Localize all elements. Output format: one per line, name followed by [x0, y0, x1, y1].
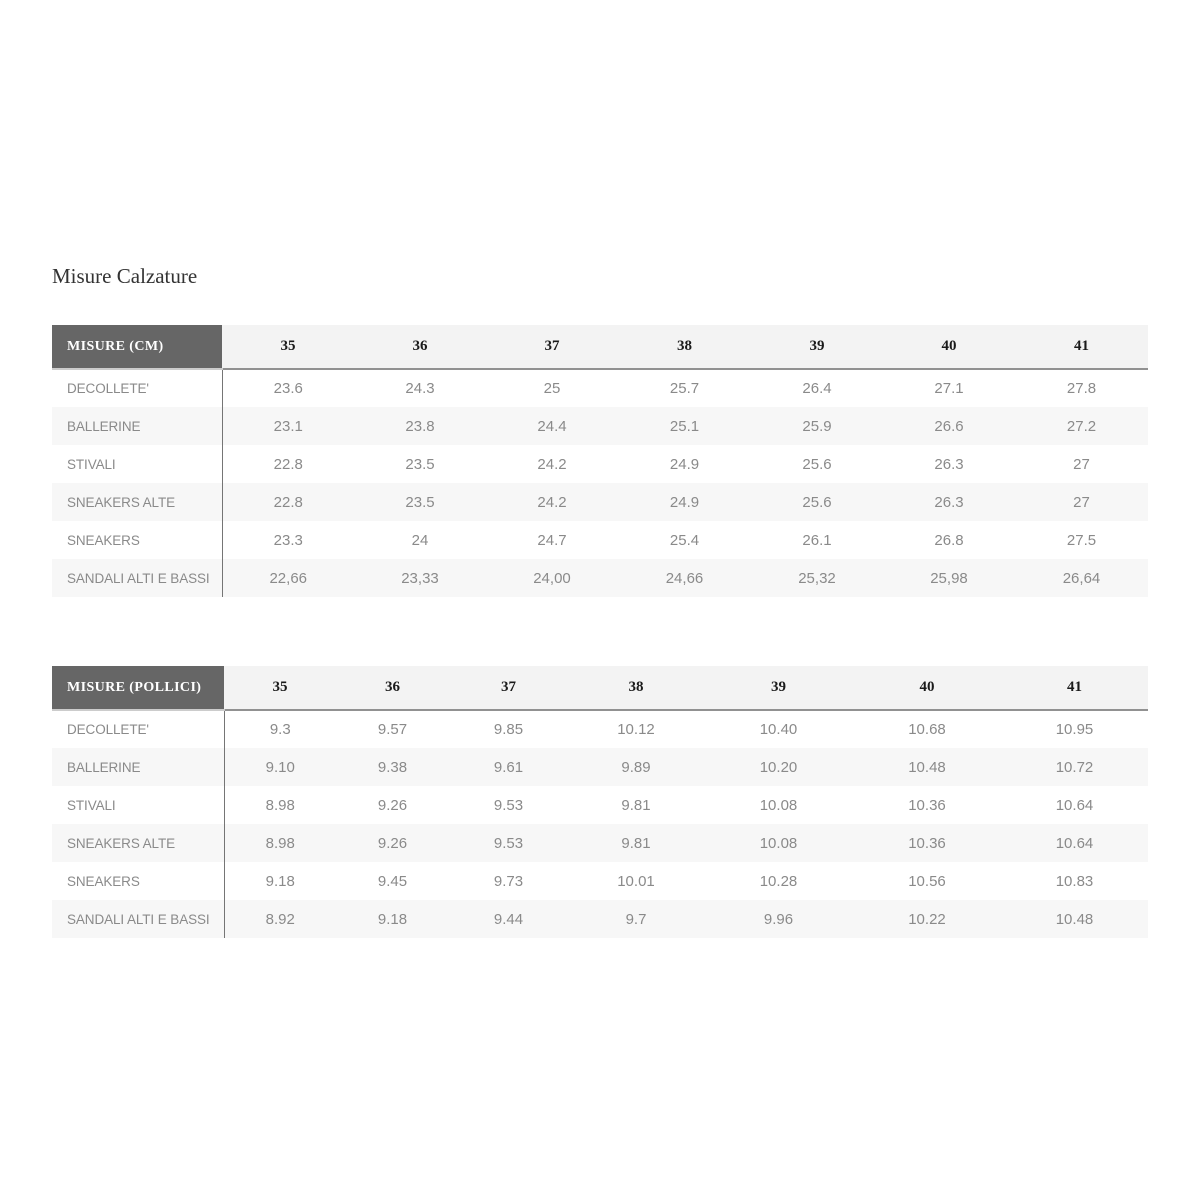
size-value-cell: 26.3 — [934, 455, 964, 473]
size-value-cell: 24,00 — [533, 569, 571, 587]
table-row — [52, 900, 1148, 938]
table-row — [52, 521, 1148, 559]
size-value-cell: 25.7 — [669, 380, 700, 397]
size-value-cell: 25.6 — [802, 493, 832, 511]
size-value-cell: 23.5 — [405, 455, 435, 473]
table-row — [52, 824, 1148, 862]
size-value-cell: 9.18 — [265, 872, 295, 890]
size-value-cell: 8.98 — [265, 834, 295, 852]
size-value-cell: 10.48 — [1055, 910, 1094, 928]
size-value-cell: 10.95 — [1055, 721, 1094, 738]
size-value-cell: 10.22 — [908, 910, 946, 928]
size-value-cell: 9.53 — [493, 796, 524, 814]
size-column-header: 39 — [704, 666, 853, 710]
row-label: SNEAKERS — [52, 521, 222, 559]
size-value-cell: 23.3 — [273, 531, 303, 549]
size-value-cell: 10.68 — [908, 721, 946, 738]
row-label: SNEAKERS ALTE — [52, 824, 224, 862]
size-column-header: 35 — [222, 325, 354, 369]
size-value-cell: 10.20 — [759, 758, 798, 776]
size-value-cell: 27.2 — [1066, 417, 1097, 435]
size-value-cell: 22,66 — [269, 569, 308, 587]
size-value-cell: 9.61 — [493, 758, 524, 776]
table-corner-header-cm: MISURE (CM) — [52, 325, 222, 369]
row-label: SANDALI ALTI E BASSI — [52, 559, 222, 597]
size-value-cell: 9.44 — [493, 910, 524, 928]
size-value-cell: 24,66 — [665, 569, 704, 587]
size-value-cell: 10.56 — [908, 872, 946, 890]
size-value-cell: 24.9 — [669, 455, 700, 473]
size-value-cell: 10.40 — [759, 721, 798, 738]
size-value-cell: 24.9 — [669, 493, 700, 511]
table-row — [52, 748, 1148, 786]
size-value-cell: 9.85 — [493, 721, 524, 738]
size-column-header: 37 — [486, 325, 618, 369]
table-row — [52, 445, 1148, 483]
size-value-cell: 25 — [543, 380, 561, 397]
size-value-cell: 25,98 — [930, 569, 968, 587]
size-value-cell: 9.89 — [621, 758, 651, 776]
size-value-cell: 23.8 — [405, 417, 435, 435]
size-value-cell: 27 — [1073, 455, 1090, 473]
size-value-cell: 27.8 — [1066, 380, 1097, 397]
row-label: DECOLLETE' — [52, 710, 224, 748]
size-value-cell: 9.53 — [493, 834, 524, 852]
size-column-header: 40 — [883, 325, 1015, 369]
table-row — [52, 710, 1148, 748]
size-value-cell: 9.96 — [763, 910, 794, 928]
size-value-cell: 10.01 — [617, 872, 655, 890]
size-value-cell: 25,32 — [798, 569, 836, 587]
size-value-cell: 9.3 — [269, 721, 291, 738]
size-value-cell: 23.5 — [405, 493, 435, 511]
size-value-cell: 9.26 — [377, 834, 408, 852]
size-column-header: 41 — [1001, 666, 1148, 710]
size-value-cell: 10.36 — [908, 796, 946, 814]
table-header-row — [52, 666, 1148, 710]
row-label: STIVALI — [52, 786, 224, 824]
size-table-cm — [52, 325, 1148, 597]
size-column-header: 39 — [751, 325, 883, 369]
size-column-header: 36 — [336, 666, 449, 710]
size-value-cell: 24.2 — [537, 493, 567, 511]
size-value-cell: 10.36 — [908, 834, 946, 852]
size-value-cell: 8.92 — [265, 910, 295, 928]
size-value-cell: 9.26 — [377, 796, 408, 814]
table-corner-header-pollici: MISURE (POLLICI) — [52, 666, 224, 710]
size-value-cell: 24.2 — [537, 455, 567, 473]
size-value-cell: 26.8 — [934, 531, 964, 549]
size-value-cell: 9.45 — [377, 872, 408, 890]
size-value-cell: 10.72 — [1055, 758, 1094, 776]
size-value-cell: 24.4 — [537, 417, 567, 435]
size-value-cell: 26.4 — [802, 380, 832, 397]
size-value-cell: 24.3 — [405, 380, 435, 397]
size-value-cell: 27.5 — [1066, 531, 1097, 549]
row-label: SNEAKERS ALTE — [52, 483, 222, 521]
size-value-cell: 10.64 — [1055, 796, 1094, 814]
size-value-cell: 27.1 — [934, 380, 964, 397]
size-table-pollici — [52, 666, 1148, 938]
size-value-cell: 22.8 — [273, 455, 303, 473]
size-value-cell: 23,33 — [401, 569, 439, 587]
size-value-cell: 26.3 — [934, 493, 964, 511]
size-value-cell: 22.8 — [273, 493, 303, 511]
size-value-cell: 25.4 — [669, 531, 700, 549]
size-value-cell: 10.28 — [759, 872, 798, 890]
size-value-cell: 25.6 — [802, 455, 832, 473]
size-value-cell: 9.7 — [625, 910, 647, 928]
size-table-cm-body — [52, 369, 1148, 597]
size-value-cell: 10.83 — [1055, 872, 1094, 890]
size-column-header: 36 — [354, 325, 486, 369]
size-value-cell: 9.10 — [265, 758, 295, 776]
table-row — [52, 369, 1148, 407]
size-table-pollici-body — [52, 710, 1148, 938]
size-value-cell: 25.1 — [669, 417, 700, 435]
table-header-row — [52, 325, 1148, 369]
size-value-cell: 24 — [411, 531, 429, 549]
size-value-cell: 25.9 — [802, 417, 832, 435]
row-label: BALLERINE — [52, 407, 222, 445]
size-value-cell: 23.1 — [273, 417, 303, 435]
row-label: BALLERINE — [52, 748, 224, 786]
size-value-cell: 10.08 — [759, 796, 798, 814]
size-value-cell: 26,64 — [1062, 569, 1101, 587]
size-value-cell: 9.18 — [377, 910, 408, 928]
table-row — [52, 862, 1148, 900]
size-value-cell: 9.81 — [621, 796, 651, 814]
row-label: SNEAKERS — [52, 862, 224, 900]
size-value-cell: 8.98 — [265, 796, 295, 814]
table-row — [52, 483, 1148, 521]
page-title: Misure Calzature — [52, 264, 198, 288]
size-value-cell: 10.08 — [759, 834, 798, 852]
row-label: DECOLLETE' — [52, 369, 222, 407]
size-column-header: 40 — [853, 666, 1001, 710]
table-row — [52, 407, 1148, 445]
size-column-header: 41 — [1015, 325, 1148, 369]
size-value-cell: 26.1 — [802, 531, 832, 549]
size-value-cell: 24.7 — [537, 531, 567, 549]
size-value-cell: 10.48 — [908, 758, 946, 776]
table-row — [52, 559, 1148, 597]
size-value-cell: 27 — [1073, 493, 1090, 511]
size-column-header: 38 — [618, 325, 751, 369]
size-value-cell: 23.6 — [273, 380, 303, 397]
size-value-cell: 9.73 — [493, 872, 524, 890]
table-row — [52, 786, 1148, 824]
size-value-cell: 9.38 — [377, 758, 408, 776]
size-value-cell: 9.81 — [621, 834, 651, 852]
size-column-header: 37 — [449, 666, 568, 710]
size-column-header: 38 — [568, 666, 704, 710]
size-value-cell: 10.12 — [617, 721, 655, 738]
size-value-cell: 9.57 — [377, 721, 408, 738]
row-label: STIVALI — [52, 445, 222, 483]
size-column-header: 35 — [224, 666, 336, 710]
size-value-cell: 10.64 — [1055, 834, 1094, 852]
row-label: SANDALI ALTI E BASSI — [52, 900, 224, 938]
size-value-cell: 26.6 — [934, 417, 964, 435]
